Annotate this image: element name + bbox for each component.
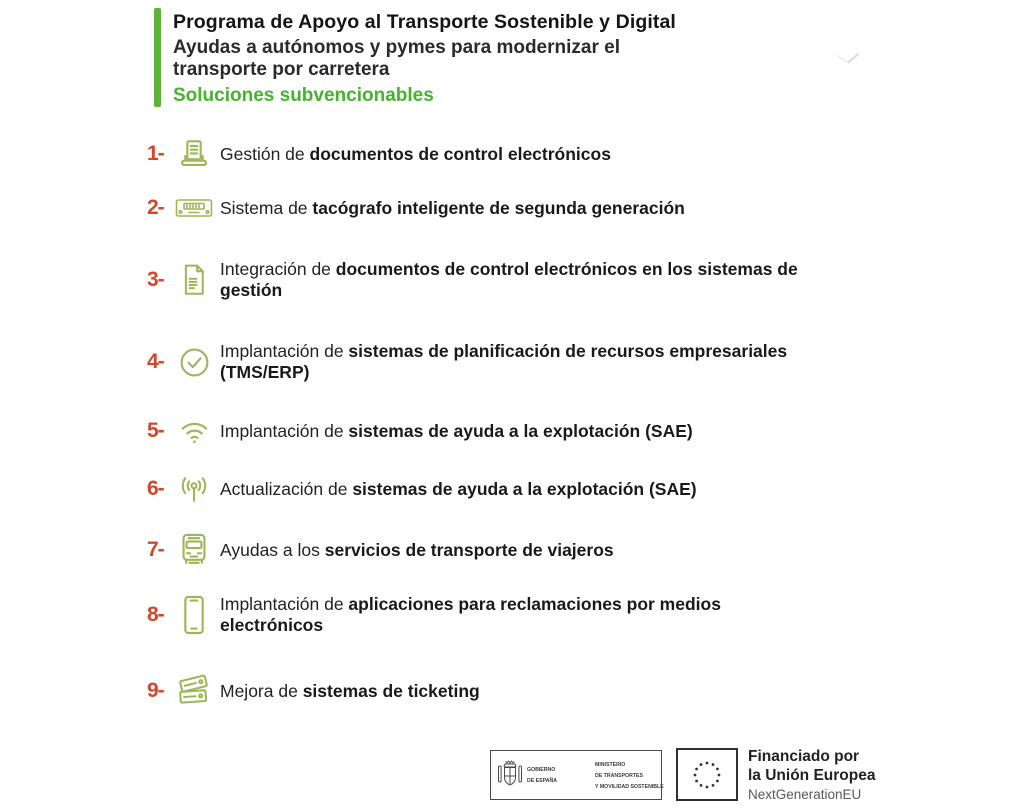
item-bold: sistemas de planificación de recursos empresariales (TMS/ERP) [220,341,788,382]
ministry-line3: Y MOVILIDAD SOSTENIBLE [595,783,664,789]
eu-funding-line2: la Unión Europea [748,767,876,784]
item-bold: sistemas de ticketing [302,680,480,701]
item-text [220,479,697,500]
gov-label-line2: DE ESPAÑA [527,777,557,784]
item-prefix: Implantación de [220,341,349,361]
item-prefix: Implantación de [220,594,349,614]
check-circle-icon [174,347,214,378]
wifi-icon [174,417,214,445]
document-icon [174,263,214,297]
item-prefix: Actualización de [220,478,353,499]
eu-flag-icon [676,748,738,801]
list-item [147,674,480,708]
item-bold: documentos de control electrónicos [309,143,611,164]
item-text [220,421,693,442]
item-prefix: Mejora de [220,680,303,701]
laptop-document-icon [174,138,214,170]
item-number: 7- [147,538,164,561]
item-number: 2- [147,196,164,219]
item-prefix: Gestión de [220,143,310,164]
item-number: 1- [147,142,164,165]
list-item [147,417,693,445]
page-title: Programa de Apoyo al Transporte Sostenible y Digital [173,11,676,33]
eu-funding-line1: Financiado por [748,748,860,765]
spain-government-logo [490,750,662,800]
smartphone-icon [174,595,214,635]
broadcast-antenna-icon [174,474,214,504]
item-text [220,144,611,165]
item-text [220,540,614,561]
list-item [147,341,820,383]
list-item [147,196,685,220]
eu-funding-text [748,747,875,804]
item-number: 4- [147,350,164,373]
tachograph-icon [174,196,214,220]
ministry-line1: MINISTERIO [595,761,626,767]
list-item [147,138,611,170]
item-bold: sistemas de ayuda a la explotación (SAE) [348,420,693,441]
item-text [220,341,820,383]
item-number: 8- [147,603,164,626]
item-text [220,259,820,301]
item-prefix: Integración de [220,259,336,279]
item-bold: sistemas de ayuda a la explotación (SAE) [352,478,697,499]
item-bold: servicios de transporte de viajeros [324,539,614,560]
item-prefix: Sistema de [220,197,313,218]
list-item [147,533,614,567]
gov-label-line1: GOBIERNO [527,766,556,773]
item-prefix: Implantación de [220,420,349,441]
item-bold: documentos de control electrónicos en los sistemas de gestión [220,259,798,300]
item-number: 5- [147,419,164,442]
list-item [147,474,697,504]
item-text [220,681,480,702]
header [154,8,676,107]
scan-artifact [837,46,860,63]
tickets-icon [174,674,214,708]
list-item [147,259,820,301]
bus-icon [174,533,214,567]
item-number: 3- [147,268,164,291]
item-text [220,594,820,636]
list-item [147,594,820,636]
section-heading: Soluciones subvencionables [173,85,434,106]
item-number: 9- [147,679,164,702]
ministry-line2: DE TRANSPORTES [595,772,643,778]
spain-coat-of-arms-icon [497,756,523,795]
item-bold: aplicaciones para reclamaciones por medios electrónicos [220,594,721,635]
page-subtitle: Ayudas a autónomos y pymes para modernizar el transporte por carretera [173,37,620,80]
item-prefix: Ayudas a los [220,539,325,560]
item-bold: tacógrafo inteligente de segunda generación [312,197,685,218]
eu-program-name: NextGenerationEU [748,787,862,802]
item-text [220,198,685,219]
green-accent-bar [154,8,161,107]
item-number: 6- [147,477,164,500]
